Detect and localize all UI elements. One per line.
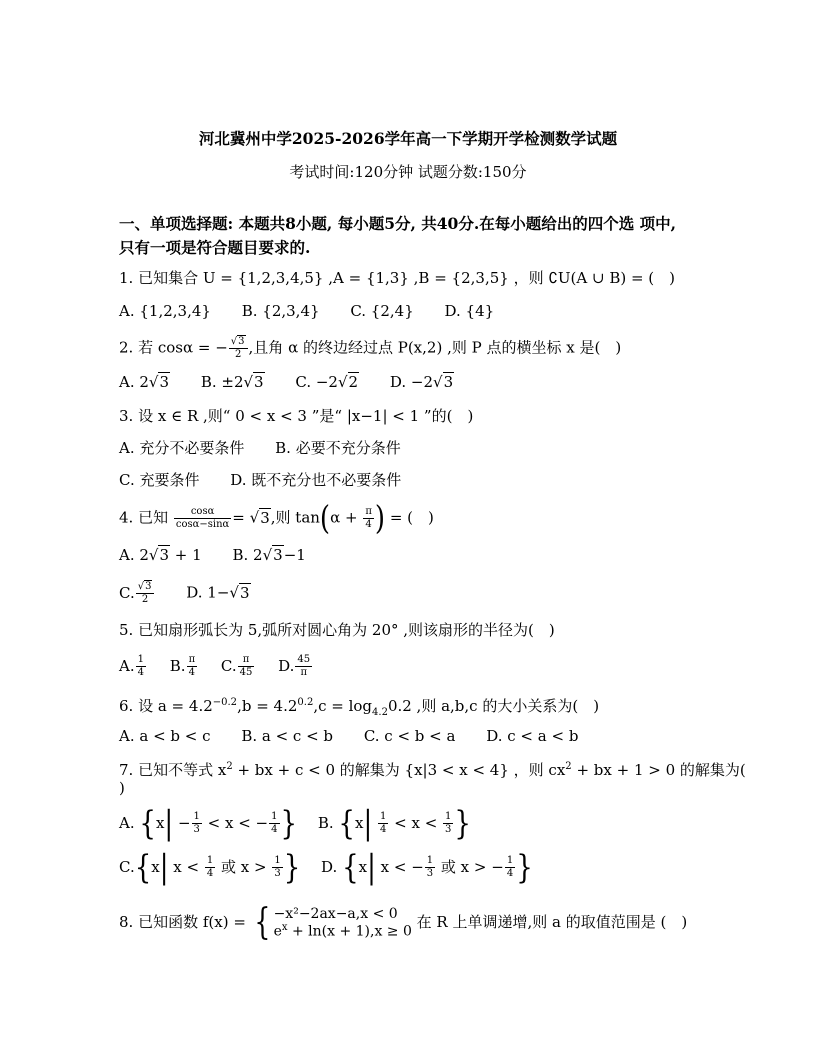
- q4-option-a: A. 2√3 + 1: [119, 546, 202, 564]
- q3-option-b: B. 必要不充分条件: [275, 439, 401, 457]
- q7-stem: 7. 已知不等式 $x^2$ + bx + c < 0 的解集为 {x|3 < x < 4} ，则 $cx^2$ + bx + 1 > 0 的解集为(: [119, 761, 746, 779]
- q6-stem: 6. 设 $a = 4.2^{-0.2},b = 4.2^{0.2},c = \log_{4.2}0.2$ ,则 a,b,c 的大小关系为( ): [119, 697, 600, 718]
- q6-options: [119, 726, 578, 746]
- q3-option-c: C. 充要条件: [119, 471, 200, 489]
- q1-stem: 1. 已知集合 U = {1,2,3,4,5} ,A = {1,3} ,B = {2,3,5} ，则 ∁U(A ∪ B) = ( ): [119, 269, 675, 287]
- q2-option-c: C. −2√2: [295, 373, 359, 391]
- q4-stem: 4. 已知 $\frac{\cos\alpha}{\cos\alpha-\sin\alpha}$ = √3,则 tan(α + $\frac{\pi}{4}$ ) = ( ): [119, 499, 434, 538]
- q4-option-b: B. 2√3−1: [232, 546, 306, 564]
- q7-options-row1: [119, 804, 471, 843]
- q1-option-d: D. {4}: [444, 302, 495, 320]
- q3-stem: 3. 设 x ∈ R ,则“ 0 < x < 3 ”是“ |x−1| < 1 ”的( ): [119, 407, 474, 425]
- section-heading-line2: 只有一项是符合题目要求的.: [119, 238, 311, 257]
- section-heading-line1: 一、单项选择题: 本题共8小题, 每小题5分, 共40分.在每小题给出的四个选 项中,: [119, 214, 677, 233]
- q2-option-d: D. −2√3: [389, 373, 454, 391]
- q7-option-a: A. {x| − $\frac{1}{3}$ < x < − $\frac{1}{4}$ }: [119, 804, 298, 843]
- q1-option-c: C. {2,4}: [350, 302, 414, 320]
- q5-stem: 5. 已知扇形弧长为 5,弧所对圆心角为 20° ,则该扇形的半径为( ): [119, 621, 555, 639]
- q8-piecewise: −x²−2ax−a,x < 0 $e^x + \ln(x + 1),x \ge 0$: [273, 906, 412, 940]
- q7-stem-line2: ): [119, 779, 125, 797]
- q5-option-c: C. $\frac{\pi}{45}$: [220, 654, 253, 678]
- q6-option-a: A. a < b < c: [119, 727, 211, 745]
- q3-options-row2: [119, 470, 401, 490]
- q4-options-row1: [119, 545, 306, 565]
- q4-option-d: D. 1−√3: [186, 583, 250, 602]
- q2-options: [119, 372, 454, 392]
- q6-option-c: C. c < b < a: [363, 727, 456, 745]
- q2-stem-pre: 2. 若 cosα = −: [119, 338, 228, 357]
- q4-pi-over-4: $\frac{\pi}{4}$: [365, 506, 372, 530]
- q2-stem-post: ,且角 α 的终边经过点 P(x,2) ,则 P 点的横坐标 x 是( ): [248, 338, 622, 357]
- q1-option-a: A. {1,2,3,4}: [119, 302, 211, 320]
- q4-fraction: $\frac{\cos\alpha}{\cos\alpha-\sin\alpha}$: [175, 506, 230, 530]
- q5-option-d: D. $\frac{45}{\pi}$: [278, 654, 311, 678]
- page-subtitle: 考试时间:120分钟 试题分数:150分: [289, 163, 527, 181]
- q1-options: [119, 301, 494, 321]
- q3-options-row1: [119, 438, 401, 458]
- q7-option-b: B. {x| $\frac{1}{4}$ < x < $\frac{1}{3}$ }: [317, 804, 471, 843]
- q2-fraction: $\frac{√3}{2}$: [229, 337, 248, 360]
- q2-stem: [119, 337, 621, 360]
- q3-option-a: A. 充分不必要条件: [119, 439, 245, 457]
- q6-option-d: D. c < a < b: [486, 727, 579, 745]
- q7-option-c: C.{x| x < $\frac{1}{4}$ 或 x > $\frac{1}{3}$ }: [119, 848, 301, 887]
- q7-option-d: D. {x| x < − $\frac{1}{3}$ 或 x > − $\frac{1}{4}$ }: [321, 848, 533, 887]
- q2-option-a: A. 2√3: [119, 373, 170, 391]
- q1-option-b: B. {2,3,4}: [241, 302, 320, 320]
- q6-option-b: B. a < c < b: [241, 727, 334, 745]
- q3-option-d: D. 既不充分也不必要条件: [230, 471, 402, 489]
- q4-option-c: C. $\frac{√3}{2}$: [119, 584, 155, 602]
- q5-option-b: B. $\frac{\pi}{4}$: [169, 654, 196, 678]
- q5-option-a: A. $\frac{1}{4}$: [119, 654, 144, 678]
- q4-options-row2: [119, 582, 251, 605]
- q8-stem: 8. 已知函数 f(x) = { −x²−2ax−a,x < 0 $e^x + \ln(x + 1),x \ge 0$ 在 R 上单调递增,则 a 的取值范围是 ( ): [119, 901, 688, 943]
- q5-options: [119, 655, 313, 678]
- page-title: 河北冀州中学2025-2026学年高一下学期开学检测数学试题: [198, 129, 618, 148]
- q2-option-b: B. ±2√3: [200, 373, 264, 391]
- q7-options-row2: [119, 848, 533, 887]
